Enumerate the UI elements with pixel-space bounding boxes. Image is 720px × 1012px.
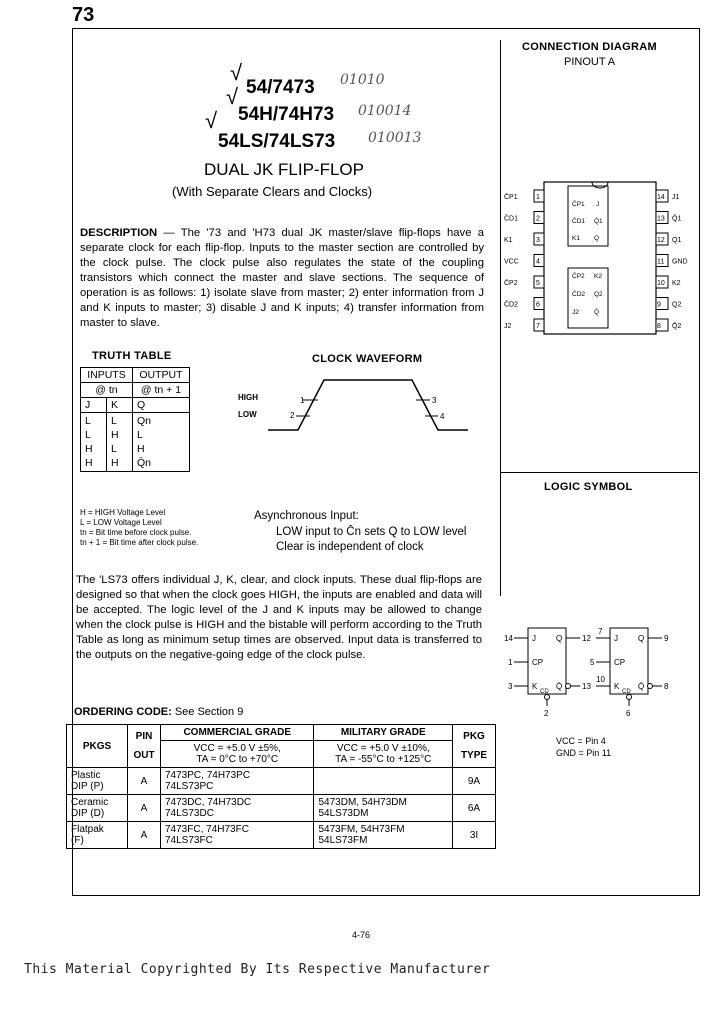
ff2-q: Q bbox=[638, 634, 645, 643]
ff2-cd: CD bbox=[622, 689, 631, 695]
handwritten-note-3: 010013 bbox=[368, 130, 422, 146]
connection-diagram-subtitle: PINOUT A bbox=[564, 56, 616, 68]
svg-text:4: 4 bbox=[536, 258, 540, 266]
async-title: Asynchronous Input: bbox=[254, 510, 359, 522]
ff1-pin-cp: 1 bbox=[508, 658, 513, 667]
svg-text:C̄D1: C̄D1 bbox=[504, 215, 519, 223]
svg-text:VCC: VCC bbox=[504, 258, 519, 266]
ff1-pin-j: 14 bbox=[504, 634, 513, 643]
svg-text:Q1: Q1 bbox=[672, 237, 682, 244]
pin-left-1 bbox=[504, 190, 544, 202]
ff1-q: Q bbox=[556, 634, 563, 643]
description-label: DESCRIPTION bbox=[80, 227, 158, 239]
left-pin-group bbox=[504, 190, 544, 331]
ff2-k-label: K2 bbox=[594, 273, 602, 280]
svg-text:J1: J1 bbox=[672, 194, 680, 201]
ff2-pin-q: 9 bbox=[664, 634, 669, 643]
ord-military-conditions: VCC = +5.0 V ±10%, TA = -55°C to +125°C bbox=[314, 741, 453, 768]
clock-waveform bbox=[230, 372, 470, 442]
truth-col-j: J bbox=[81, 398, 107, 413]
pin-left-3 bbox=[504, 233, 544, 245]
svg-text:J2: J2 bbox=[504, 323, 512, 330]
ff1-pin-qb: 13 bbox=[582, 682, 591, 691]
connection-diagram bbox=[500, 178, 698, 338]
pin-left-6 bbox=[504, 298, 544, 310]
waveform-label-2: 2 bbox=[290, 411, 295, 420]
truth-table bbox=[80, 367, 190, 472]
ff1-pin-k: 3 bbox=[508, 682, 513, 691]
svg-text:10: 10 bbox=[657, 280, 665, 287]
svg-text:2: 2 bbox=[536, 215, 540, 223]
svg-text:9: 9 bbox=[657, 301, 661, 309]
truth-header-tn: @ tn bbox=[81, 383, 133, 398]
page-number: 73 bbox=[72, 4, 95, 26]
ord-row-plastic: Plastic DIP (P) A 7473PC, 74H73PC 74LS73PC 9A bbox=[67, 768, 496, 795]
clock-waveform-title: CLOCK WAVEFORM bbox=[312, 353, 423, 365]
ls73-paragraph: The 'LS73 offers individual J, K, clear, and clock inputs. These dual flip-flops are designed so that when the clock goes HIGH, the inputs are enabled and data will be accepted. The logic level of the J and K inputs may be allowed to change when the clock pulse is HIGH and the bistable will perform according to the Truth Table as long as minimum setup times are observed. Input data is transferred to the outputs on the negative-going edge of the clock pulse. bbox=[76, 574, 482, 661]
ff2-q-label: Q2 bbox=[594, 291, 603, 298]
ff2-pin-qb: 8 bbox=[664, 682, 669, 691]
device-subtitle: (With Separate Clears and Clocks) bbox=[172, 184, 373, 199]
device-title: DUAL JK FLIP-FLOP bbox=[204, 160, 364, 179]
svg-text:12: 12 bbox=[657, 237, 665, 244]
svg-text:C̄P2: C̄P2 bbox=[504, 280, 518, 287]
part-number-3: 54LS/74LS73 bbox=[218, 131, 336, 152]
svg-text:C̄P1: C̄P1 bbox=[504, 194, 518, 201]
checkmark-icon: √ bbox=[230, 60, 243, 85]
checkmark-icon: √ bbox=[205, 108, 218, 133]
async-line-2: Clear is independent of clock bbox=[276, 541, 424, 553]
ordering-table bbox=[66, 724, 496, 849]
pin-right-13 bbox=[656, 212, 681, 224]
ord-header-commercial: COMMERCIAL GRADE bbox=[161, 725, 314, 741]
ff1-cp-label: C̄P1 bbox=[572, 201, 585, 208]
ff2-k: K bbox=[614, 682, 620, 691]
ord-header-pkg-type: PKG TYPE bbox=[453, 725, 496, 768]
svg-text:GND: GND bbox=[672, 258, 688, 266]
ff2-qb-label: Q̄ bbox=[594, 309, 600, 316]
ff1-qb: Q̄ bbox=[556, 682, 563, 691]
vcc-pin-note: VCC = Pin 4 bbox=[556, 736, 606, 746]
truth-header-output: OUTPUT bbox=[132, 368, 189, 383]
waveform-low-label: LOW bbox=[238, 410, 257, 419]
svg-text:14: 14 bbox=[657, 194, 665, 201]
truth-table-notes: H = HIGH Voltage Level L = LOW Voltage Level tn = Bit time before clock pulse. tn + 1 = Bit time after clock pulse. bbox=[80, 508, 199, 547]
ff1-cp: CP bbox=[532, 658, 544, 667]
pin-right-12 bbox=[656, 233, 681, 245]
gnd-pin-note: GND = Pin 11 bbox=[556, 748, 612, 758]
svg-text:11: 11 bbox=[657, 258, 665, 266]
waveform-label-1: 1 bbox=[300, 396, 305, 405]
svg-text:1: 1 bbox=[536, 194, 540, 201]
pin-left-2 bbox=[504, 212, 544, 224]
pin-left-5 bbox=[504, 276, 544, 288]
pin-right-9 bbox=[656, 298, 681, 310]
ordering-label: ORDERING CODE: bbox=[74, 706, 172, 718]
svg-text:7: 7 bbox=[536, 323, 540, 330]
ff1-pin-cd: 2 bbox=[544, 709, 549, 718]
logic-symbol bbox=[500, 620, 698, 730]
ff1-k-label: K1 bbox=[572, 235, 580, 242]
svg-text:8: 8 bbox=[657, 323, 661, 330]
ff2-pin-k: 10 bbox=[596, 675, 605, 684]
ff1-j: J bbox=[532, 634, 536, 643]
description-text: — The '73 and 'H73 dual JK master/slave flip-flops have a separate clock for each flip-flop. Inputs to the master section are controlled by the clock pulse. The clock pulse also regulates the state of the coupling transistors which connect the master and slave sections. The sequence of operation is as follows: 1) isolate slave from master; 2) enter information from J and K inputs to master; 3) disable J and K inputs; 4) transfer information from master to slave. bbox=[80, 227, 484, 329]
truth-q-values: Qn L H Q̄n bbox=[132, 413, 189, 472]
copyright-notice: This Material Copyrighted By Its Respective Manufacturer bbox=[24, 962, 491, 977]
truth-header-tn1: @ tn + 1 bbox=[132, 383, 189, 398]
ff2-cp: CP bbox=[614, 658, 626, 667]
ff2-cp-label: C̄P2 bbox=[572, 273, 585, 280]
right-column-divider bbox=[500, 472, 698, 473]
svg-text:K1: K1 bbox=[504, 237, 513, 244]
ff2-cd-label: C̄D2 bbox=[572, 291, 586, 298]
pin-right-14 bbox=[656, 190, 680, 202]
truth-k-values: L H L H bbox=[106, 413, 132, 472]
pin-right-11 bbox=[656, 255, 688, 267]
ff1-cd: CD bbox=[540, 689, 549, 695]
svg-text:5: 5 bbox=[536, 280, 540, 287]
waveform-label-3: 3 bbox=[432, 396, 437, 405]
waveform-high-label: HIGH bbox=[238, 393, 258, 402]
pin-right-10 bbox=[656, 276, 681, 288]
ff1-pin-q: 12 bbox=[582, 634, 591, 643]
svg-text:Q̄1: Q̄1 bbox=[672, 215, 682, 223]
svg-text:Q̄2: Q̄2 bbox=[672, 323, 682, 330]
handwritten-note-2: 010014 bbox=[358, 103, 412, 119]
right-pin-group bbox=[656, 190, 688, 331]
ff1-j-label: J bbox=[596, 201, 600, 208]
part-number-1: 54/7473 bbox=[246, 77, 315, 98]
waveform-label-4: 4 bbox=[440, 412, 445, 421]
ord-header-pkgs: PKGS bbox=[67, 725, 128, 768]
ord-header-pin: PIN OUT bbox=[128, 725, 161, 768]
waveform-line bbox=[268, 380, 468, 430]
ff2-pin-j: 7 bbox=[598, 627, 603, 636]
ord-row-flatpak: Flatpak (F) A 7473FC, 74H73FC 74LS73FC 5473FM, 54H73FM 54LS73FM 3I bbox=[67, 822, 496, 849]
pin-left-7 bbox=[504, 319, 544, 331]
ff2-j: J bbox=[614, 634, 618, 643]
async-line-1: LOW input to C̄n sets Q to LOW level bbox=[276, 526, 467, 538]
pin-right-8 bbox=[656, 319, 681, 331]
truth-header-inputs: INPUTS bbox=[81, 368, 133, 383]
pin-left-4 bbox=[504, 255, 544, 267]
ic-notch bbox=[592, 182, 608, 188]
svg-text:13: 13 bbox=[657, 215, 665, 223]
svg-text:C̄D2: C̄D2 bbox=[504, 301, 519, 309]
ic-package bbox=[544, 182, 656, 334]
page-footer-number: 4-76 bbox=[352, 930, 371, 940]
truth-col-k: K bbox=[106, 398, 132, 413]
ord-header-military: MILITARY GRADE bbox=[314, 725, 453, 741]
ordering-see: See Section 9 bbox=[171, 706, 244, 718]
svg-text:3: 3 bbox=[536, 237, 540, 244]
ff1-k: K bbox=[532, 682, 538, 691]
part-number-2: 54H/74H73 bbox=[238, 104, 335, 125]
logic-symbol-title: LOGIC SYMBOL bbox=[544, 481, 633, 493]
description-paragraph bbox=[80, 226, 484, 331]
connection-diagram-title: CONNECTION DIAGRAM bbox=[522, 41, 657, 53]
ff2-qb: Q̄ bbox=[638, 682, 645, 691]
checkmark-icon: √ bbox=[226, 84, 239, 109]
ff2-j-label: J2 bbox=[572, 309, 579, 316]
truth-j-values: L L H H bbox=[81, 413, 107, 472]
ord-commercial-conditions: VCC = +5.0 V ±5%, TA = 0°C to +70°C bbox=[161, 741, 314, 768]
ord-row-ceramic: Ceramic DIP (D) A 7473DC, 74H73DC 74LS73DC 5473DM, 54H73DM 54LS73DM 6A bbox=[67, 795, 496, 822]
ff2-pin-cp: 5 bbox=[590, 658, 595, 667]
ff1-qb-label: Q̄1 bbox=[594, 218, 603, 225]
ff1-q-label: Q bbox=[594, 235, 600, 242]
handwritten-note-1: 01010 bbox=[340, 72, 385, 88]
ff1-cd-label: C̄D1 bbox=[572, 218, 586, 225]
truth-col-q: Q bbox=[132, 398, 189, 413]
svg-text:6: 6 bbox=[536, 301, 540, 309]
svg-text:K2: K2 bbox=[672, 280, 681, 287]
ordering-code-line bbox=[74, 706, 243, 718]
truth-table-title: TRUTH TABLE bbox=[92, 350, 172, 362]
svg-text:Q2: Q2 bbox=[672, 301, 682, 309]
ff2-pin-cd: 6 bbox=[626, 709, 631, 718]
